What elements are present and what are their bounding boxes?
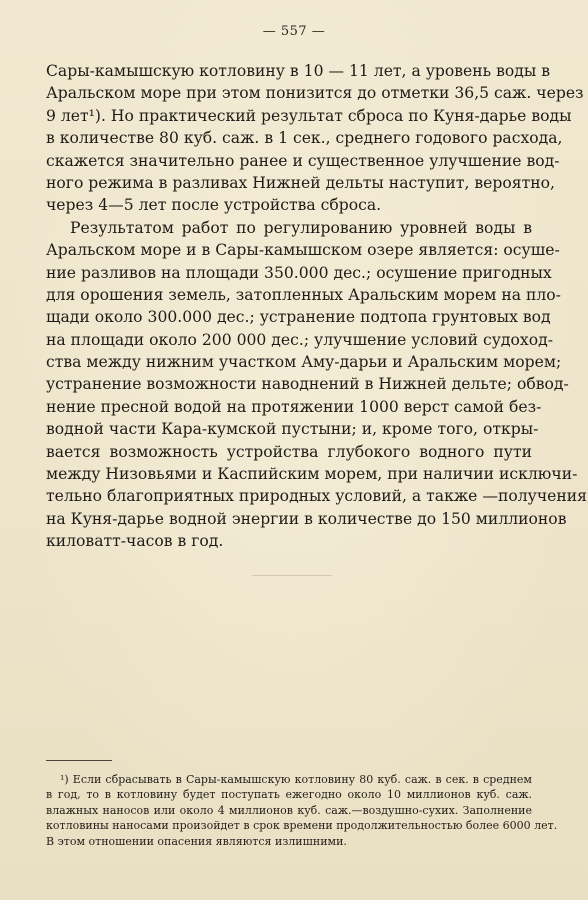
text-line: на Куня-дарье водной энергии в количестве до 150 миллионов bbox=[46, 509, 567, 528]
text-line: Сары-камышскую котловину в 10 — 11 лет, а уровень воды в bbox=[46, 62, 551, 80]
text-line: между Низовьями и Каспийским морем, при наличии исключи- bbox=[46, 465, 578, 484]
text-line: 9 лет¹). Но практический результат сброса по Куня-дарье воды bbox=[46, 106, 572, 125]
text-line: киловатт-часов в год. bbox=[46, 532, 224, 551]
text-line: Аральском море при этом понизится до отметки 36,5 саж. через bbox=[46, 84, 584, 103]
text-line: устранение возможности наводнений в Нижней дельте; обвод- bbox=[46, 375, 569, 394]
footnote bbox=[46, 772, 558, 849]
footnote-line: В этом отношении опасения являются излишними. bbox=[46, 834, 347, 848]
text-line: ние разливов на площади 350.000 дес.; осушение пригодных bbox=[46, 263, 552, 282]
main-text bbox=[46, 60, 587, 553]
text-line: тельно благоприятных природных условий, а также —получения bbox=[46, 487, 587, 506]
text-line: через 4—5 лет после устройства сброса. bbox=[46, 196, 382, 215]
section-divider bbox=[252, 575, 332, 576]
text-line: щади около 300.000 дес.; устранение подтопа грунтовых вод bbox=[46, 308, 551, 327]
text-line: скажется значительно ранее и существенное улучшение вод- bbox=[46, 151, 560, 170]
text-line: ства между нижним участком Аму-дарьи и Аральским морем; bbox=[46, 353, 562, 372]
page-number: — 557 — bbox=[262, 24, 326, 39]
footnote-rule bbox=[46, 760, 112, 761]
footnote-line: в год, то в котловину будет поступать ежегодно около 10 миллионов куб. саж. bbox=[46, 788, 532, 802]
text-line: нение пресной водой на протяжении 1000 верст самой без- bbox=[46, 397, 542, 416]
text-line: Аральском море и в Сары-камышском озере является: осуше- bbox=[46, 241, 560, 260]
footnote-line: влажных наносов или около 4 миллионов куб. саж.—воздушно-сухих. Заполнение bbox=[46, 803, 532, 817]
text-line: вается возможность устройства глубокого водного пути bbox=[46, 442, 532, 461]
text-line: в количестве 80 куб. саж. в 1 сек., среднего годового расхода, bbox=[46, 129, 563, 148]
footnote-line: котловины наносами произойдет в срок времени продолжительностью более 6000 лет. bbox=[46, 819, 558, 833]
text-line: для орошения земель, затопленных Аральским морем на пло- bbox=[46, 285, 561, 304]
text-line: на площади около 200 000 дес.; улучшение условий судоход- bbox=[46, 330, 553, 349]
footnote-line: ¹) Если сбрасывать в Сары-камышскую котловину 80 куб. саж. в сек. в среднем bbox=[60, 773, 532, 786]
text-line: водной части Кара-кумской пустыни; и, кроме того, откры- bbox=[46, 420, 539, 439]
text-line: Результатом работ по регулированию уровней воды в bbox=[70, 218, 532, 237]
text-line: ного режима в разливах Нижней дельты наступит, вероятно, bbox=[46, 173, 555, 192]
